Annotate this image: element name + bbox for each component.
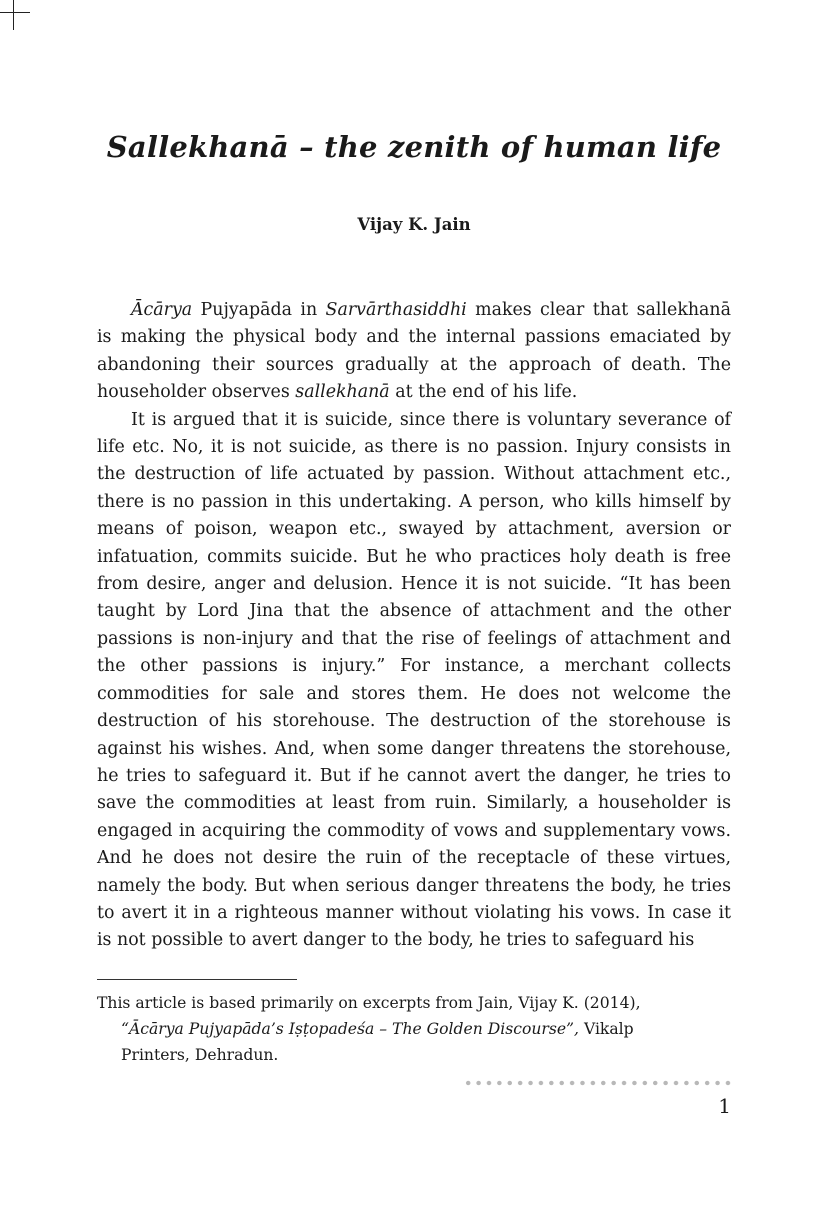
footnote [97, 990, 731, 1068]
footnote-line-2 [97, 1016, 731, 1042]
article-title: Sallekhanā – the zenith of human life [106, 130, 722, 164]
crop-mark-horizontal [0, 12, 30, 13]
footnote-line-1: This article is based primarily on excerpts from Jain, Vijay K. (2014), [97, 994, 641, 1012]
paragraph-1-text-c: at the end of his life. [389, 382, 578, 403]
paragraph-1-text-b: makes clear that sallekhanā is making the physical body and the internal passions emaciated by abandoning their sources gradually at the approach of death. The householder observes [97, 300, 731, 403]
footnote-book-title: “Ācārya Pujyapāda’s Iṣṭopadeśa – The Golden Discourse”, [121, 1020, 579, 1038]
article-body [97, 297, 731, 955]
page-number: 1 [718, 1094, 731, 1118]
crop-mark-vertical [13, 0, 14, 30]
decorative-dot-rule [463, 1080, 733, 1086]
work-title: Sarvārthasiddhi [325, 300, 467, 320]
paragraph-2: It is argued that it is suicide, since there is voluntary severance of life etc. No, it is not suicide, as there is no passion. Injury consists in the destruction of life actuated by passion. Without attachment etc., there is no passion in this undertaking. A person, who kills himself by means of poison, weapon etc., swayed by attachment, aversion or infatuation, commits suicide. But he who practices holy death is free from desire, anger and delusion. Hence it is not suicide. “It has been taught by Lord Jina that the absence of attachment and the other passions is non-injury and that the rise of feelings of attachment and the other passions is injury.” For instance, a merchant collects commodities for sale and stores them. He does not welcome the destruction of his storehouse. The destruction of the storehouse is against his wishes. And, when some danger threatens the storehouse, he tries to safeguard it. But if he cannot avert the danger, he tries to save the commodities at least from ruin. Similarly, a householder is engaged in acquiring the commodity of vows and supplementary vows. And he does not desire the ruin of the receptacle of these virtues, namely the body. But when serious danger threatens the body, he tries to avert it in a righteous manner without violating his vows. In case it is not possible to avert danger to the body, he tries to safeguard his [97, 409, 731, 951]
footnote-publisher-a: Vikalp [579, 1020, 634, 1038]
paragraph-1 [97, 297, 731, 407]
term-sallekhana: sallekhanā [295, 382, 390, 403]
term-acarya: Ācārya [131, 300, 193, 320]
footnote-line-3: Printers, Dehradun. [121, 1046, 279, 1064]
footnote-divider [97, 979, 297, 980]
paragraph-1-text-a: Pujyapāda in [192, 300, 326, 320]
author-name: Vijay K. Jain [357, 215, 471, 234]
